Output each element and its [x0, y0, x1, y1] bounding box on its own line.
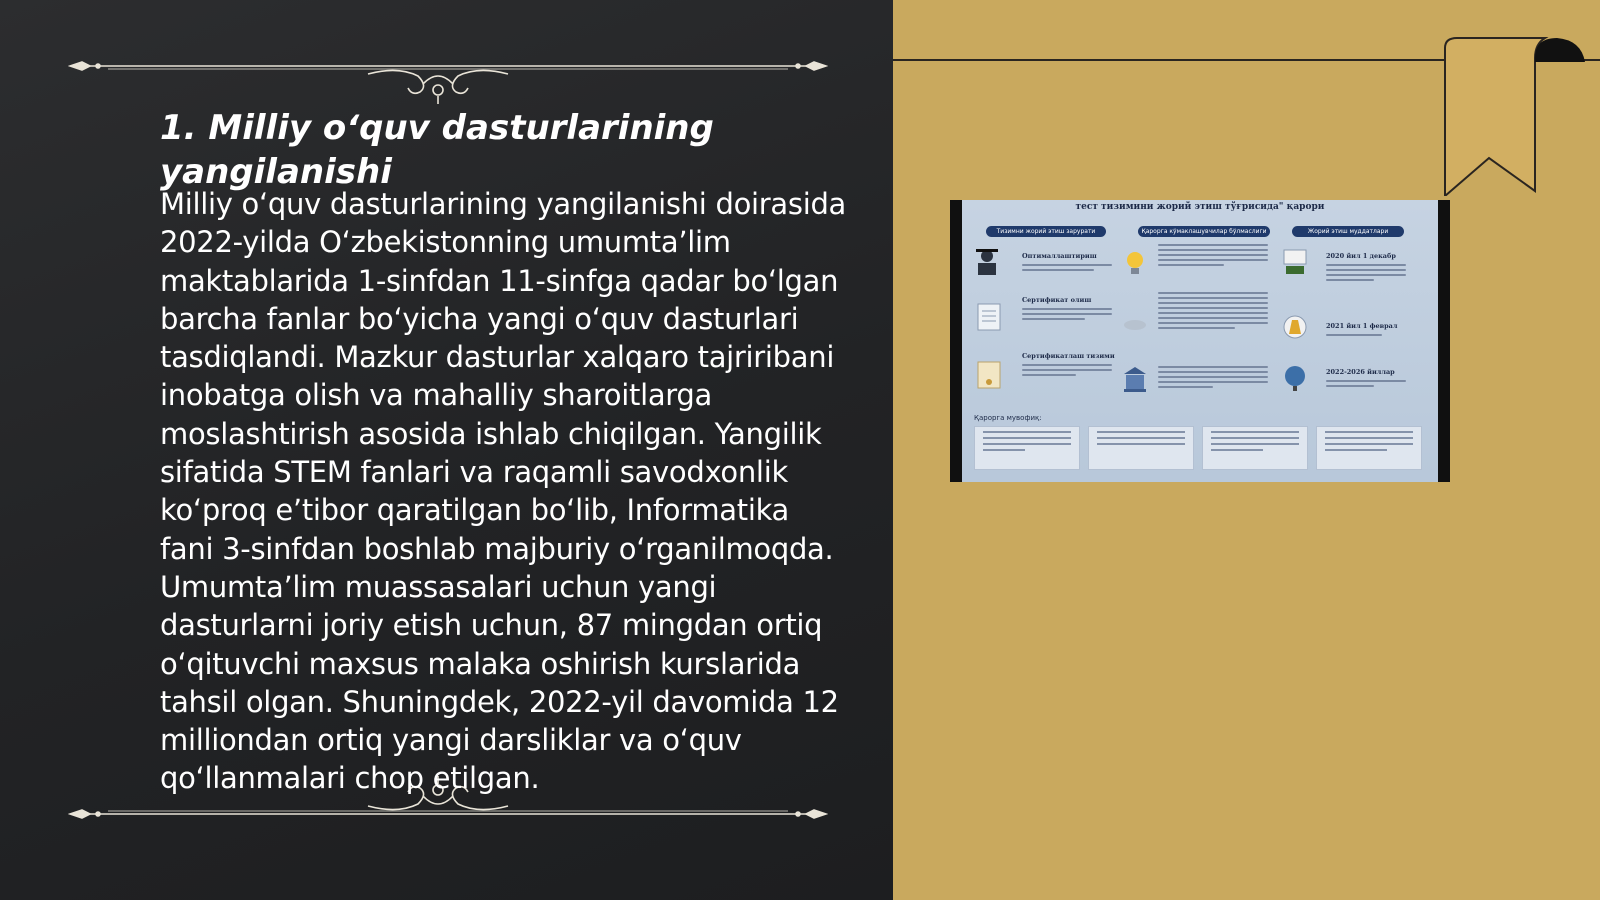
infographic-box-2 — [1088, 426, 1194, 470]
infographic-item-left-3: Сертификатлаш тизими — [1022, 352, 1115, 360]
infographic-item-left-1: Оптималлаштириш — [1022, 252, 1097, 260]
ornament-divider-top — [68, 46, 828, 106]
hat-icon — [1122, 310, 1148, 340]
infographic-box-1 — [974, 426, 1080, 470]
globe-icon — [1282, 362, 1308, 392]
bookmark-ribbon-icon — [1435, 36, 1595, 196]
slide-body-text: Milliy o‘quv dasturlarining yangilanishi doirasida 2022-yilda O‘zbekistonning umumta’lim maktablarida 1-sinfdan 11-sinfga qadar bo‘lgan barcha fanlar bo‘yicha yangi o‘quv dasturlari tasdiqlandi. Mazkur dasturlar xalqaro tajriribani inobatga olish va mahalliy sharoitlarga moslashtirish asosida ishlab chiqilgan. Yangilik sifatida STEM fanlari va raqamli savodxonlik ko‘proq e’tibor qaratilgan bo‘lib, Informatika fani 3-sinfdan boshlab majburiy o‘rganilmoqda. Umumta’lim muassasalari uchun yangi dasturlarni joriy etish uchun, 87 mingdan ortiq o‘qituvchi maxsus malaka oshirish kurslarida tahsil olgan. Shuningdek, 2022-yil davomida 12 milliondan ortiq yangi darsliklar va o‘quv qo‘llanmalari chop etilgan. — [160, 187, 847, 796]
infographic-item-right-1: 2020 йил 1 декабр — [1326, 252, 1396, 260]
document-icon — [976, 360, 1002, 390]
infographic-pill-2: Қарорга кўмаклашувчилар бўлмаслиги — [1138, 226, 1270, 237]
flask-icon — [1282, 312, 1308, 342]
infographic-pill-3: Жорий этиш муддатлари — [1292, 226, 1404, 237]
book-icon — [1282, 246, 1308, 276]
infographic-image — [950, 200, 1450, 482]
slide-title: 1. Milliy o‘quv dasturlarining yangilanishi — [160, 108, 714, 192]
building-icon — [1122, 364, 1148, 394]
infographic-pill-1: Тизимни жорий этиш зарурати — [986, 226, 1106, 237]
infographic-item-right-3: 2022-2026 йиллар — [1326, 368, 1395, 376]
infographic-box-4 — [1316, 426, 1422, 470]
infographic-box-3 — [1202, 426, 1308, 470]
lightbulb-icon — [1122, 248, 1148, 278]
infographic-title: тест тизимини жорий этиш тўғрисида" қарори — [1075, 202, 1325, 212]
infographic-item-right-2: 2021 йил 1 феврал — [1326, 322, 1398, 330]
graduate-icon — [974, 246, 1000, 276]
infographic-item-left-2: Сертификат олиш — [1022, 296, 1092, 304]
infographic-footer-label: Қарорга мувофиқ: — [974, 414, 1042, 422]
infographic-content — [962, 200, 1438, 482]
certificate-icon — [976, 302, 1002, 332]
